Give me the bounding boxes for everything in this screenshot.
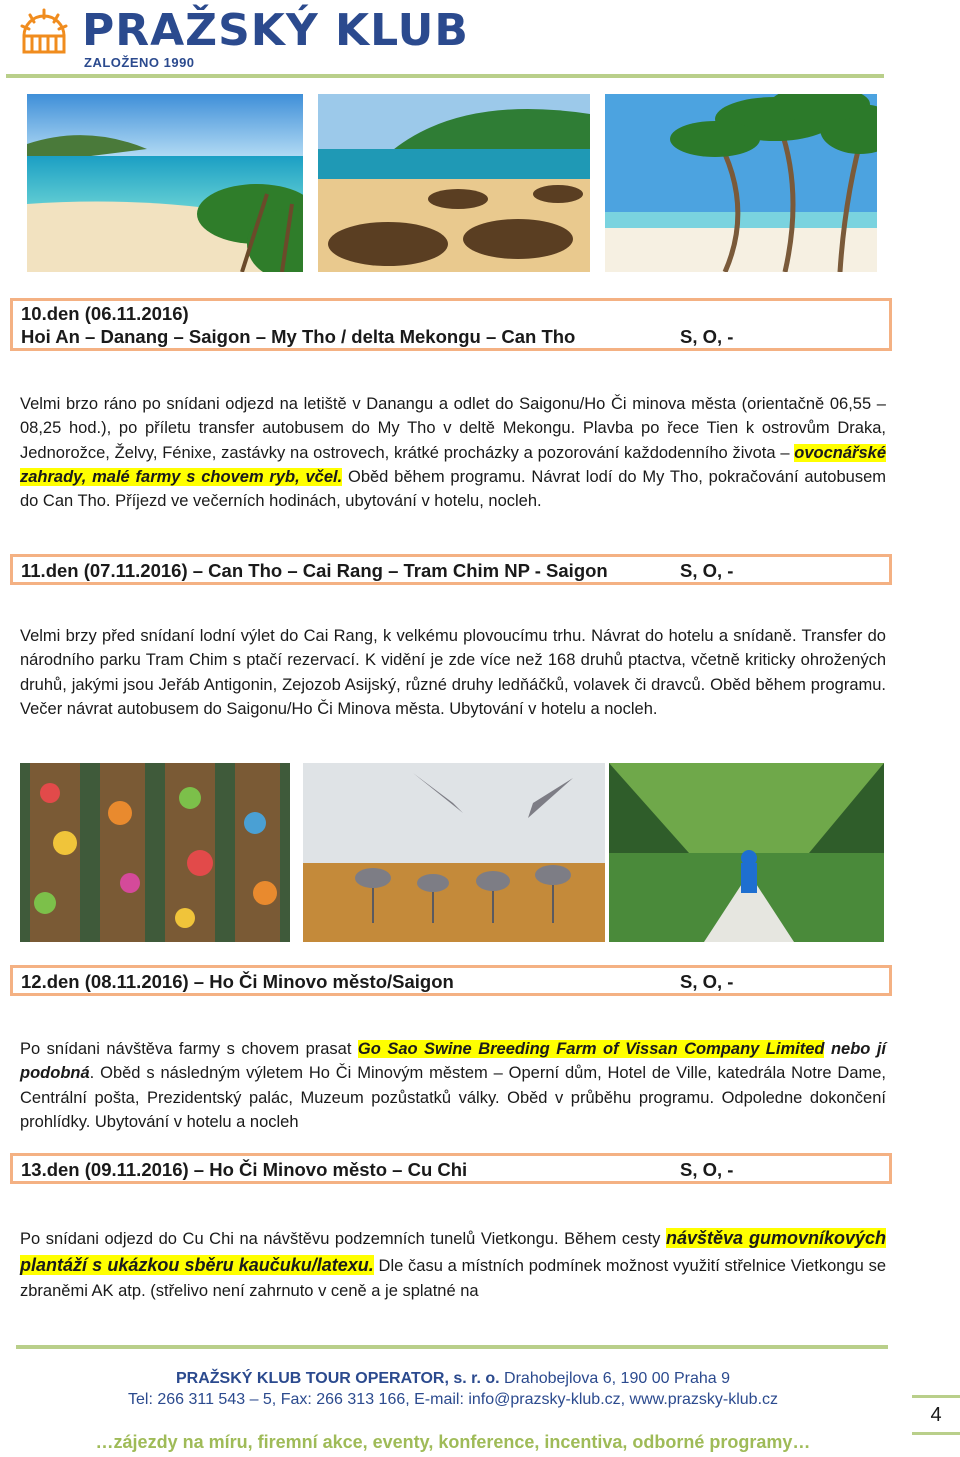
day-13-title: 13.den (09.11.2016) – Ho Či Minovo město – Cu Chi [21, 1159, 468, 1180]
logo-icon [18, 6, 70, 58]
brand-subtitle: ZALOŽENO 1990 [84, 55, 195, 70]
basket-boats-photo [318, 94, 590, 272]
day-12-highlight: Go Sao Swine Breeding Farm of Vissan Company Limited [357, 1040, 825, 1058]
day-10-route: Hoi An – Danang – Saigon – My Tho / delta Mekongu – Can Tho [21, 326, 576, 347]
floating-market-photo [20, 763, 290, 942]
day-11-description: Velmi brzy před snídaní lodní výlet do Cai Rang, k velkému plovoucímu trhu. Návrat do hotelu a snídaně. Transfer do národního parku Tram Chim s ptačí rezervací. K vidění je zde více než 168 druhů ptactva, včetně kriticky ohrožených druhů, jakými jsou Jeřáb Antigonin, Zejozob Asijský, různé druhy ledňáčků, volavek či dravců. Oběd během programu. Večer návrat autobusem do Saigonu/Ho Či Minova města. Ubytování v hotelu a nocleh. [20, 627, 886, 718]
day-10-highlight: ovocnářské zahrady, malé farmy s chovem ryb, včel. [20, 443, 886, 486]
footer-contacts: Tel: 266 311 543 – 5, Fax: 266 313 166, E-mail: info@prazsky-klub.cz, www.prazsky-klub.cz [127, 1391, 779, 1408]
day-12-description: Po snídani návštěva farmy s chovem prasat Go Sao Swine Breeding Farm of Vissan Company Limited nebo jí podobná. Oběd s následným výletem Ho Či Minovým městem – Operní dům, Hotel de Ville, katedrála Notre Dame, Centrální pošta, Prezidentský palác, Muzeum pozůstatků války. Oběd v průběhu programu. Odpoledne dokončení prohlídky. Ubytování v hotelu a nocleh [20, 1040, 887, 1131]
footer-tagline: …zájezdy na míru, firemní akce, eventy, konference, incentiva, odborné programy… [95, 1432, 811, 1452]
brand-name: PRAŽSKÝ KLUB [82, 5, 469, 56]
day-10-header [10, 298, 892, 351]
day-13-highlight: návštěva gumovníkových plantáží s ukázkou sběru kaučuku/latexu. [20, 1228, 886, 1275]
mangrove-boat-photo [609, 763, 884, 942]
day-13-header [10, 1153, 892, 1184]
header-divider [6, 74, 884, 78]
day-11-meals: S, O, - [680, 560, 734, 581]
day-10-date: 10.den (06.11.2016) [21, 303, 189, 324]
beach-photo-1 [27, 94, 303, 272]
footer-company: PRAŽSKÝ KLUB TOUR OPERATOR, s. r. o. Drahobejlova 6, 190 00 Praha 9 [176, 1370, 730, 1387]
day-12-meals: S, O, - [680, 971, 734, 992]
day-10-meals: S, O, - [680, 326, 734, 347]
day-13-meals: S, O, - [680, 1159, 734, 1180]
day-12-title: 12.den (08.11.2016) – Ho Či Minovo město/Saigon [21, 971, 454, 992]
day-11-title: 11.den (07.11.2016) – Can Tho – Cai Rang – Tram Chim NP - Saigon [21, 560, 608, 581]
cranes-photo [303, 763, 605, 942]
footer-divider [16, 1345, 888, 1349]
day-11-header [10, 554, 892, 585]
day-13-description: Po snídani odjezd do Cu Chi na návštěvu podzemních tunelů Vietkongu. Během cesty návštěva gumovníkových plantáží s ukázkou sběru kaučuku/latexu. Dle času a místních podmínek možnost využití střelnice Vietkongu se zbraněmi AK atp. (střelivo není zahrnuto v ceně a je splatné na [20, 1228, 886, 1300]
day-10-description: Velmi brzo ráno po snídani odjezd na letiště v Danangu a odlet do Saigonu/Ho Či minova města (orientačně 06,55 – 08,25 hod.), po příletu transfer autobusem do My Tho v deltě Mekongu. Plavba po řece Tien k ostrovům Draka, Jednorožce, Želvy, Fénixe, zastávky na ostrovech, krátké procházky a pozorování každodenního života – ovocnářské zahrady, malé farmy s chovem ryb, včel. Oběd během programu. Návrat lodí do My Tho, pokračování autobusem do Can Tho. Příjezd ve večerních hodinách, ubytování v hotelu, nocleh. [20, 395, 886, 511]
day-12-header [10, 965, 892, 996]
palm-beach-photo [605, 94, 877, 272]
page-number: 4 [930, 1404, 942, 1426]
